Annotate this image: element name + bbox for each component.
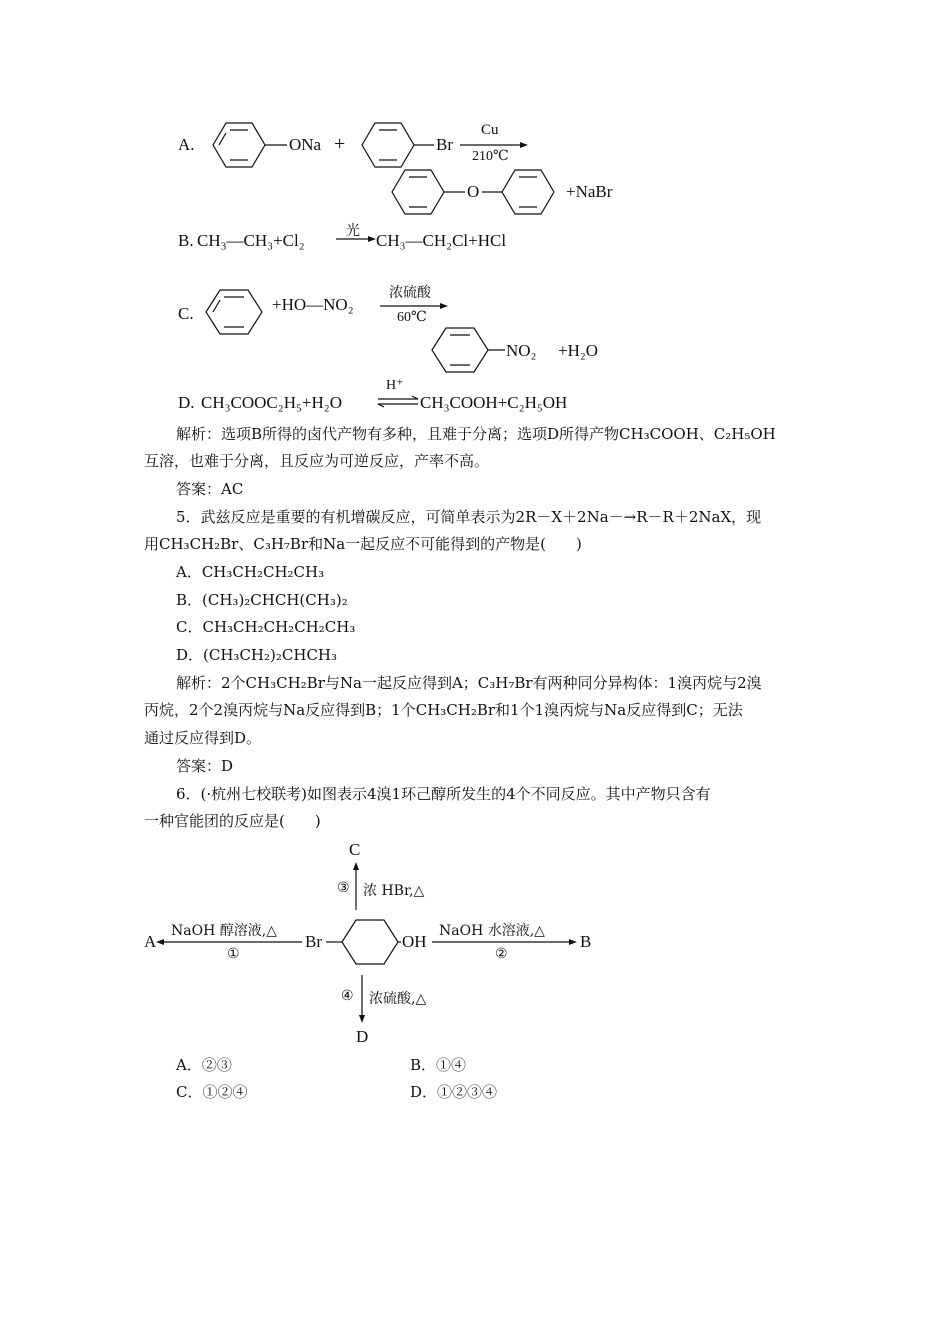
plus-sign: + <box>334 133 346 155</box>
q5-analysis-line: 丙烷，2个2溴丙烷与Na反应得到B；1个CH₃CH₂Br和1个1溴丙烷与Na反应得到C；无法 <box>144 701 743 719</box>
condition-1: NaOH 醇溶液,△ <box>171 923 277 939</box>
nitro-group: NO₂ <box>506 341 537 360</box>
q5-answer: 答案：D <box>176 757 234 775</box>
reaction-number-2: ② <box>495 946 508 962</box>
product-a: A <box>144 932 157 951</box>
reaction-number-4: ④ <box>341 988 354 1004</box>
water-product: +H₂O <box>558 341 599 360</box>
reaction-number-1: ① <box>227 946 240 962</box>
option-label: C. <box>178 304 194 323</box>
condition-4: 浓硫酸,△ <box>369 991 427 1007</box>
q5-stem-line: 用CH₃CH₂Br、C₃H₇Br和Na一起反应不可能得到的产物是( ) <box>144 535 582 553</box>
condition-acid: H⁺ <box>386 378 404 393</box>
q6-option-d: D．①②③④ <box>410 1083 498 1101</box>
hydroxyl-substituent: OH <box>402 932 427 951</box>
reaction-number-3: ③ <box>337 880 350 896</box>
condition-2: NaOH 水溶液,△ <box>439 923 545 939</box>
nabr-product: +NaBr <box>566 182 613 201</box>
q6-option-b: B．①④ <box>410 1056 467 1074</box>
bromo-substituent: Br <box>305 932 322 951</box>
condition-acid: 浓硫酸 <box>389 285 431 301</box>
q5-option-a: A．CH₃CH₂CH₂CH₃ <box>176 563 325 581</box>
reactants: CH₃COOC₂H₅+H₂O <box>201 393 342 412</box>
products: CH₃—CH₂Cl+HCl <box>376 231 507 250</box>
product-c: C <box>349 840 361 859</box>
q6-stem-line: 一种官能团的反应是( ) <box>144 812 321 830</box>
option-label: B. <box>178 231 194 250</box>
q5-option-c: C．CH₃CH₂CH₂CH₂CH₃ <box>176 618 356 636</box>
br-group: Br <box>436 135 453 154</box>
q5-analysis-line: 通过反应得到D。 <box>144 729 262 747</box>
condition-temperature: 210℃ <box>472 149 509 164</box>
ether-oxygen: O <box>467 182 480 201</box>
q5-option-b: B．(CH₃)₂CHCH(CH₃)₂ <box>176 591 348 609</box>
q6-stem-line: 6．(·杭州七校联考)如图表示4溴1环己醇所发生的4个不同反应。其中产物只含有 <box>176 785 711 803</box>
q4-analysis-line: 解析：选项B所得的卤代产物有多种，且难于分离；选项D所得产物CH₃COOH、C₂H₅OH <box>176 425 776 443</box>
condition-catalyst: Cu <box>481 122 499 138</box>
q6-option-a: A．②③ <box>176 1056 232 1074</box>
q4-answer: 答案：AC <box>176 480 244 498</box>
option-label: D. <box>178 393 195 412</box>
q6-option-c: C．①②④ <box>176 1083 248 1101</box>
nitric-acid: +HO—NO₂ <box>272 295 354 314</box>
reactants: CH₃—CH₃+Cl₂ <box>197 231 305 250</box>
ona-group: ONa <box>289 135 322 154</box>
condition-light: 光 <box>346 224 360 239</box>
option-label: A. <box>178 135 195 154</box>
condition-temperature: 60℃ <box>397 310 427 325</box>
product-b: B <box>580 932 592 951</box>
products: CH₃COOH+C₂H₅OH <box>420 393 568 412</box>
q5-stem-line: 5．武兹反应是重要的有机增碳反应，可简单表示为2R－X＋2Na－→R－R＋2NaX，现 <box>176 508 762 526</box>
q4-analysis-line: 互溶，也难于分离，且反应为可逆反应，产率不高。 <box>144 452 490 470</box>
q5-option-d: D．(CH₃CH₂)₂CHCH₃ <box>176 646 338 664</box>
product-d: D <box>356 1027 369 1046</box>
condition-3: 浓 HBr,△ <box>363 883 425 899</box>
q5-analysis-line: 解析：2个CH₃CH₂Br与Na一起反应得到A；C₃H₇Br有两种同分异构体：1溴丙烷与2溴 <box>176 674 762 692</box>
